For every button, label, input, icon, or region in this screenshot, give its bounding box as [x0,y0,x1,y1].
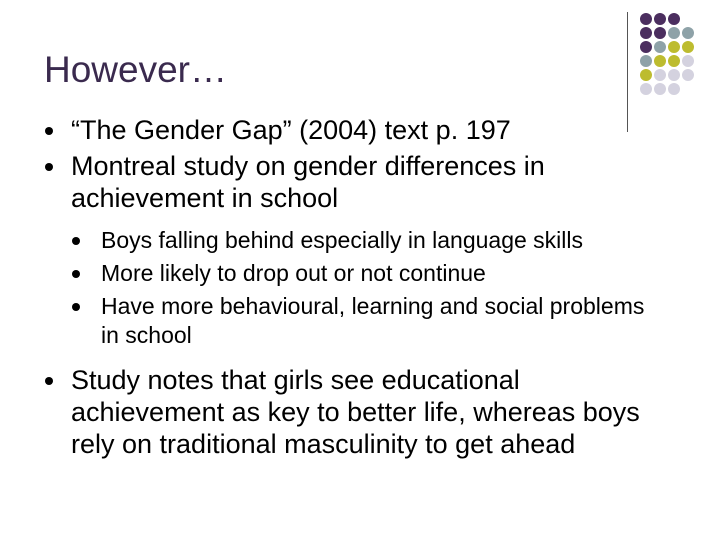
bullet-marker [45,163,53,171]
decorative-dot [640,69,652,81]
sub-bullet-language-skills [71,226,664,255]
sub-bullet-drop-out [71,259,664,288]
bullet-text: “The Gender Gap” (2004) text p. 197 [71,115,511,145]
decorative-dot [654,83,666,95]
sub-bullet-text: Boys falling behind especially in language skills [101,227,584,253]
decorative-dot [682,27,694,39]
bullet-text: Montreal study on gender differences in achievement in school [71,151,545,213]
decorative-dot [654,69,666,81]
decorative-dot [668,41,680,53]
sub-bullet-marker [72,303,80,311]
decorative-dot [654,41,666,53]
bullet-list [44,114,664,460]
slide-content [44,114,664,460]
bullet-gender-gap [44,114,664,146]
decorative-dot [640,83,652,95]
decorative-dot [668,69,680,81]
sub-bullet-marker [72,270,80,278]
decorative-dot [668,13,680,25]
decorative-dot [668,83,680,95]
bullet-text: Study notes that girls see educational achievement as key to better life, whereas boys rely on traditional masculinity to get ahead [71,365,640,459]
sub-bullet-text: More likely to drop out or not continue [101,260,486,286]
decorative-dot [640,41,652,53]
decorative-dot [654,55,666,67]
bullet-marker [45,377,53,385]
decorative-dot [682,41,694,53]
decorative-dot [640,55,652,67]
bullet-montreal-study [44,150,664,350]
decorative-dot [682,69,694,81]
sub-bullet-text: Have more behavioural, learning and social problems in school [101,293,645,348]
decorative-dot [682,55,694,67]
slide-title: However… [44,49,227,90]
bullet-study-notes [44,364,664,460]
decorative-dot [654,27,666,39]
decorative-dot [654,13,666,25]
bullet-marker [45,127,53,135]
sub-bullet-list [71,226,664,350]
decorative-dot [668,27,680,39]
sub-bullet-marker [72,237,80,245]
decorative-dot [668,55,680,67]
decorative-dot [640,27,652,39]
sub-bullet-behavioural-problems [71,292,664,350]
decorative-dot [640,13,652,25]
